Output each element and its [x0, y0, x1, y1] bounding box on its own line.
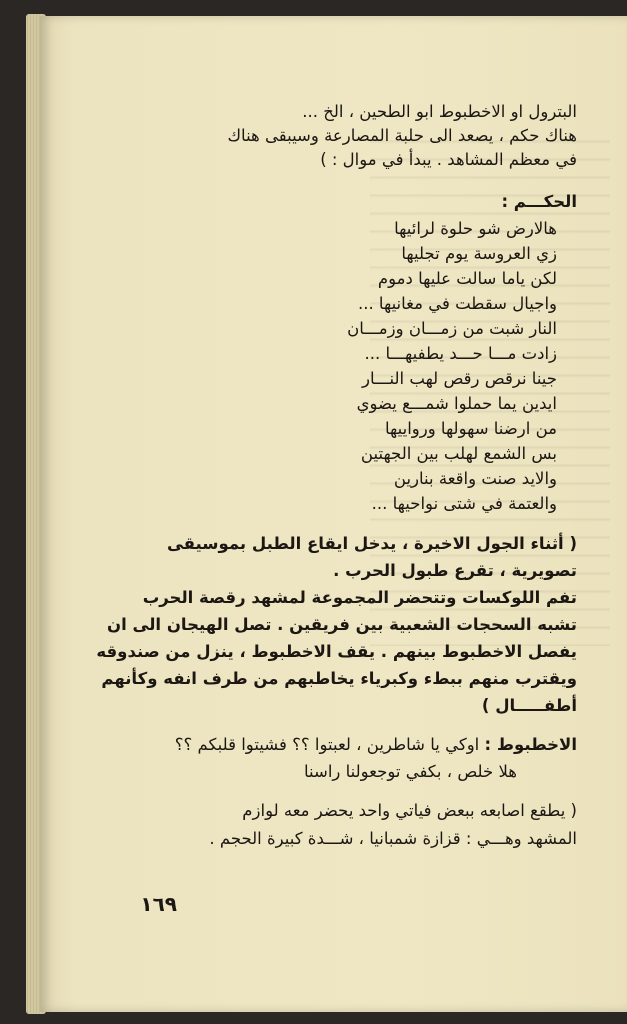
verse-line: هالارض شو حلوة لرائيها: [394, 219, 557, 238]
stage-line: تشبه السحجات الشعبية بين فريقين . تصل الهيجان الى ان: [107, 615, 577, 634]
dialog-line: هلا خلص ، بكفي توجعولنا راسنا: [304, 762, 517, 781]
stage-line: ( يطقع اصابعه ببعض فياتي واحد يحضر معه لوازم: [242, 801, 577, 820]
dialog-speaker: الاخطبوط :: [484, 735, 577, 754]
verse-block: [60, 216, 577, 516]
stage-line: المشهد وهـــي : قزازة شمبانيا ، شـــدة كبيرة الحجم .: [209, 829, 577, 848]
verse-line: والايد صنت واقعة بنارين: [393, 469, 557, 488]
verse-line: لكن ياما سالت عليها دموم: [377, 269, 557, 288]
page-text: [60, 100, 577, 853]
page-number: ١٦٩: [140, 892, 177, 916]
dialog-block: [60, 731, 577, 785]
stage-line: ( أثناء الجول الاخيرة ، يدخل ايقاع الطبل بموسيقى: [166, 534, 577, 553]
verse-line: النار شبت من زمـــان وزمـــان: [347, 319, 557, 338]
dialog-line: [60, 731, 577, 758]
verse-line: زادت مـــا حـــد يطفيهـــا ...: [364, 344, 557, 363]
stage-line: ويقترب منهم ببطء وكبرياء يخاطبهم من طرف انفه وكأنهم: [101, 669, 577, 688]
verse-line: والعتمة في شتى نواحيها ...: [371, 494, 557, 513]
dialog-text: اوكي يا شاطرين ، لعبتوا ؟؟ فشيتوا قلبكم ؟؟: [174, 735, 480, 754]
stage-line: أطفـــــال ): [481, 696, 577, 715]
stage-line: يفصل الاخطبوط بينهم . يقف الاخطبوط ، ينزل من صندوقه: [96, 642, 577, 661]
stage-line: تفم اللوكسات وتتحضر المجموعة لمشهد رقصة الحرب: [142, 588, 577, 607]
verse-line: ايدين يما حملوا شمـــع يضوي: [356, 394, 557, 413]
verse-line: بس الشمع لهلب بين الجهتين: [360, 444, 557, 463]
verse-speaker: الحكـــم :: [501, 192, 577, 211]
intro-line: البترول او الاخطبوط ابو الطحين ، الخ ...: [302, 102, 577, 121]
intro-paragraph: [60, 100, 577, 172]
verse-line: زي العروسة يوم تجليها: [401, 244, 557, 263]
verse-line: من ارضنا سهولها ورواييها: [384, 419, 557, 438]
stage-direction: [60, 530, 577, 719]
intro-line: هناك حكم ، يصعد الى حلبة المصارعة وسيبقى هناك: [227, 126, 577, 145]
stage-line: تصويرية ، تقرع طبول الحرب .: [333, 561, 577, 580]
intro-line: في معظم المشاهد . يبدأ في موال : ): [320, 150, 577, 169]
verse-line: واجيال سقطت في مغانيها ...: [357, 294, 557, 313]
stage-direction-2: [60, 797, 577, 853]
verse-line: جينا نرقص رقص لهب النـــار: [362, 369, 557, 388]
